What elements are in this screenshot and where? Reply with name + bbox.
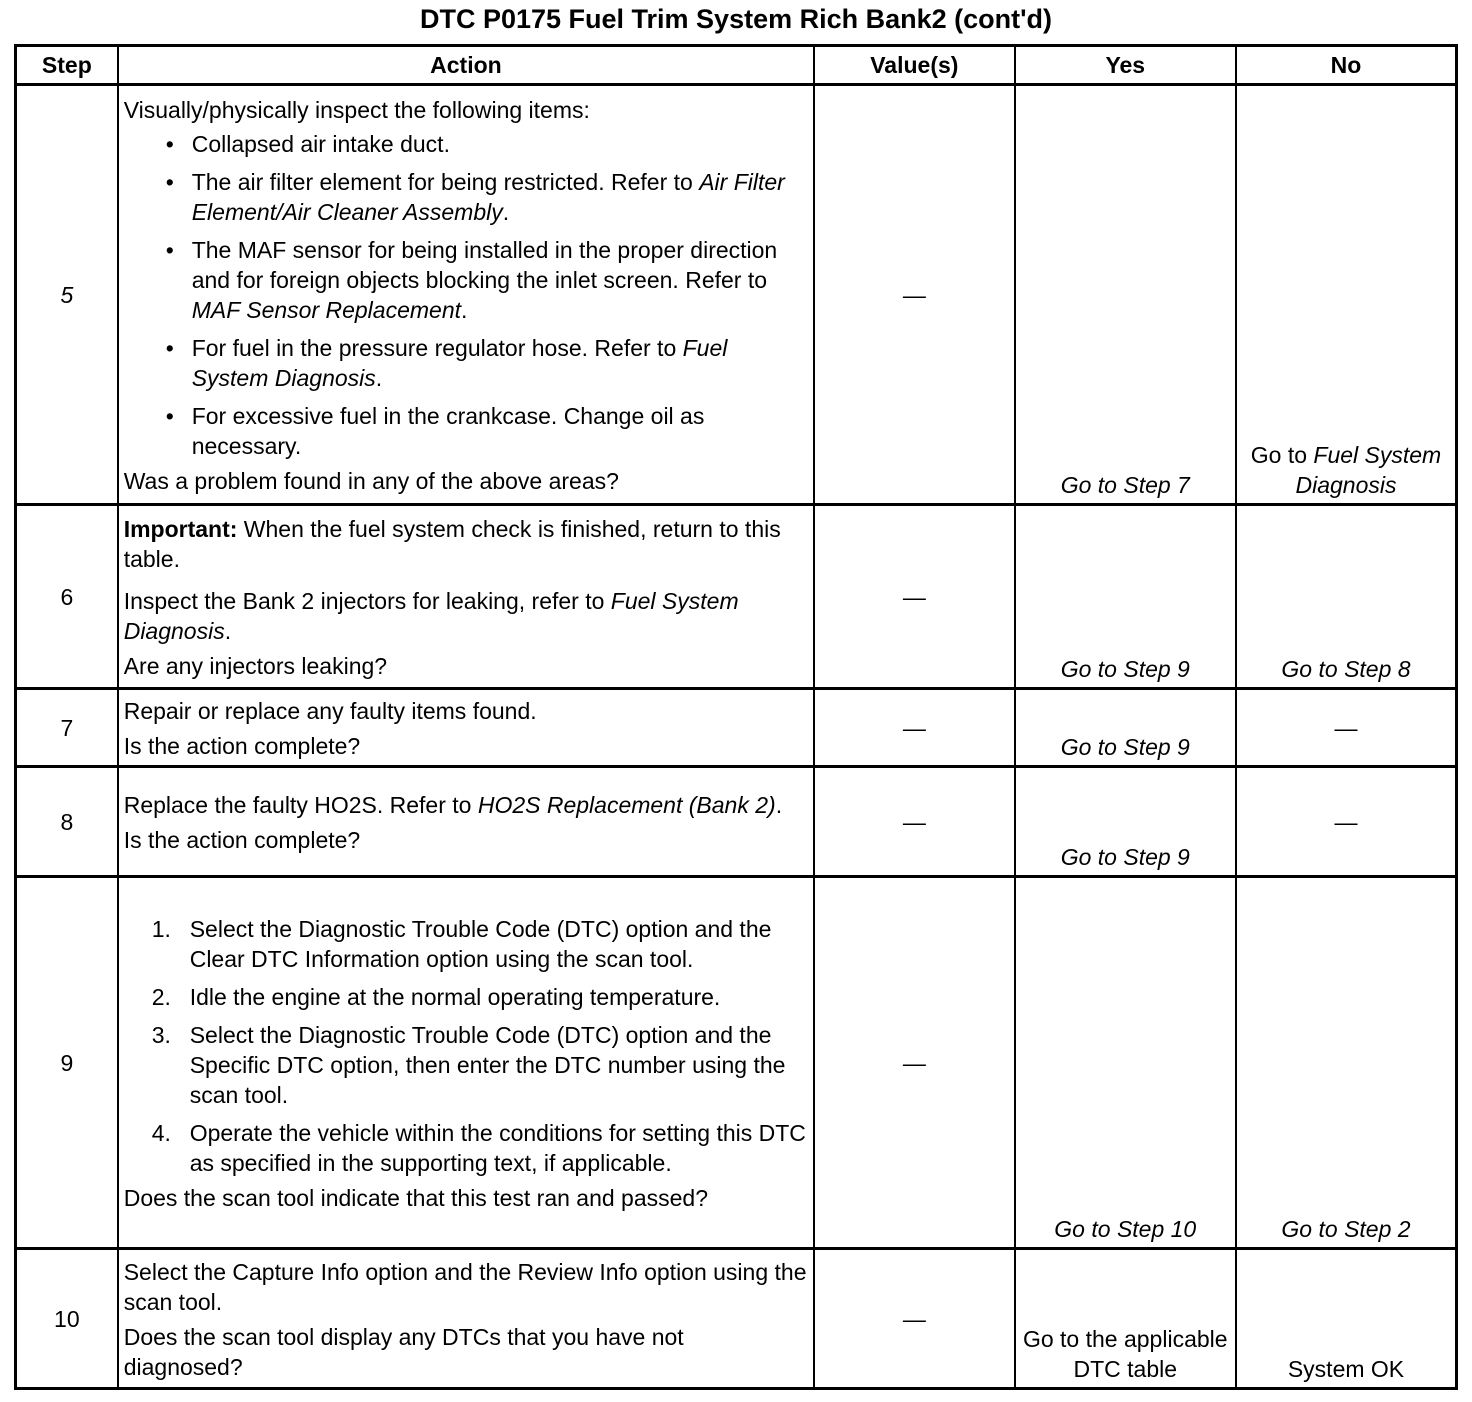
no-link[interactable]: Go to Step 8	[1281, 656, 1411, 682]
list-item: • The MAF sensor for being installed in the proper direction and for foreign objects blocking the inlet screen. Refer to MAF Sensor Replacement.	[165, 237, 778, 323]
step-number: 7	[16, 689, 118, 767]
value-cell: —	[814, 505, 1014, 689]
header-no: No	[1236, 46, 1457, 85]
table-row	[16, 505, 1457, 689]
header-yes: Yes	[1015, 46, 1236, 85]
yes-cell	[1015, 767, 1236, 877]
page-title: DTC P0175 Fuel Trim System Rich Bank2 (cont'd)	[419, 4, 1053, 34]
header-action: Action	[118, 46, 814, 85]
list-item: 2. Idle the engine at the normal operating temperature.	[151, 983, 721, 1010]
list-item: • The air filter element for being restricted. Refer to Air Filter Element/Air Cleaner Assembly.	[165, 169, 785, 225]
action-question: Are any injectors leaking?	[123, 653, 388, 679]
yes-cell	[1015, 689, 1236, 767]
no-cell: Go to Fuel System Diagnosis	[1236, 85, 1457, 505]
value-cell: —	[814, 767, 1014, 877]
reference-link[interactable]: Fuel System Diagnosis	[191, 335, 728, 391]
step-number: 5	[16, 85, 118, 505]
action-question: Does the scan tool indicate that this test ran and passed?	[123, 1184, 709, 1211]
table-row	[16, 85, 1457, 505]
yes-link[interactable]: Go to Step 7	[1060, 472, 1190, 498]
action-question: Does the scan tool display any DTCs that you have not diagnosed?	[123, 1324, 684, 1380]
yes-cell	[1015, 505, 1236, 689]
reference-link[interactable]: Fuel System Diagnosis	[123, 588, 739, 644]
list-item: 4. Operate the vehicle within the conditions for setting this DTC as specified in the supporting text, if applicable.	[151, 1119, 806, 1176]
value-cell: —	[814, 689, 1014, 767]
action-question: Was a problem found in any of the above areas?	[123, 468, 619, 494]
list-item: • For excessive fuel in the crankcase. Change oil as necessary.	[165, 403, 705, 459]
no-cell	[1236, 505, 1457, 689]
action-cell	[118, 877, 814, 1249]
value-cell: —	[814, 877, 1014, 1249]
yes-link[interactable]: Go to Step 9	[1060, 844, 1190, 870]
no-link[interactable]: Go to Step 2	[1281, 1216, 1411, 1242]
value-cell: —	[814, 85, 1014, 505]
step-number: 10	[16, 1249, 118, 1389]
value-cell: —	[814, 1249, 1014, 1389]
action-text: Replace the faulty HO2S. Refer to HO2S Replacement (Bank 2).	[123, 792, 783, 818]
no-cell: —	[1236, 767, 1457, 877]
yes-link[interactable]: Go to Step 9	[1060, 656, 1190, 682]
action-question: Is the action complete?	[123, 827, 361, 853]
yes-cell	[1015, 85, 1236, 505]
list-item: • For fuel in the pressure regulator hose. Refer to Fuel System Diagnosis.	[165, 335, 728, 391]
no-cell: System OK	[1236, 1249, 1457, 1389]
reference-link[interactable]: HO2S Replacement (Bank 2)	[477, 792, 776, 818]
list-item: 1. Select the Diagnostic Trouble Code (DTC) option and the Clear DTC Information option using the scan tool.	[151, 915, 772, 972]
table-row	[16, 689, 1457, 767]
step-number: 6	[16, 505, 118, 689]
header-step: Step	[16, 46, 118, 85]
action-text: Inspect the Bank 2 injectors for leaking, refer to Fuel System Diagnosis.	[123, 588, 739, 644]
list-item: 3. Select the Diagnostic Trouble Code (DTC) option and the Specific DTC option, then enter the DTC number using the scan tool.	[151, 1021, 786, 1108]
yes-cell	[1015, 877, 1236, 1249]
reference-link[interactable]: MAF Sensor Replacement	[191, 297, 462, 323]
action-cell	[118, 1249, 814, 1389]
reference-link[interactable]: Air Filter Element/Air Cleaner Assembly	[191, 169, 785, 225]
step-number: 8	[16, 767, 118, 877]
action-cell	[118, 505, 814, 689]
bullet-list	[124, 129, 808, 461]
action-text: Repair or replace any faulty items found.	[123, 698, 537, 724]
diagnostic-table	[14, 44, 1458, 1390]
table-row	[16, 877, 1457, 1249]
no-cell: —	[1236, 689, 1457, 767]
step-number: 9	[16, 877, 118, 1249]
action-cell	[118, 689, 814, 767]
yes-link[interactable]: Go to Step 10	[1054, 1216, 1197, 1242]
list-item: • Collapsed air intake duct.	[165, 131, 450, 157]
no-link[interactable]: Fuel System Diagnosis	[1295, 442, 1442, 498]
header-row	[16, 46, 1457, 85]
yes-cell: Go to the applicable DTC table	[1015, 1249, 1236, 1389]
header-values: Value(s)	[814, 46, 1014, 85]
action-cell	[118, 85, 814, 505]
important-note: Important: When the fuel system check is finished, return to this table.	[123, 516, 781, 572]
yes-link[interactable]: Go to Step 9	[1060, 734, 1190, 760]
action-question: Is the action complete?	[123, 733, 361, 759]
table-row	[16, 1249, 1457, 1389]
table-row	[16, 767, 1457, 877]
action-intro: Visually/physically inspect the following items:	[123, 97, 590, 123]
no-cell	[1236, 877, 1457, 1249]
action-cell	[118, 767, 814, 877]
numbered-list	[124, 914, 808, 1178]
action-text: Select the Capture Info option and the Review Info option using the scan tool.	[123, 1259, 807, 1315]
